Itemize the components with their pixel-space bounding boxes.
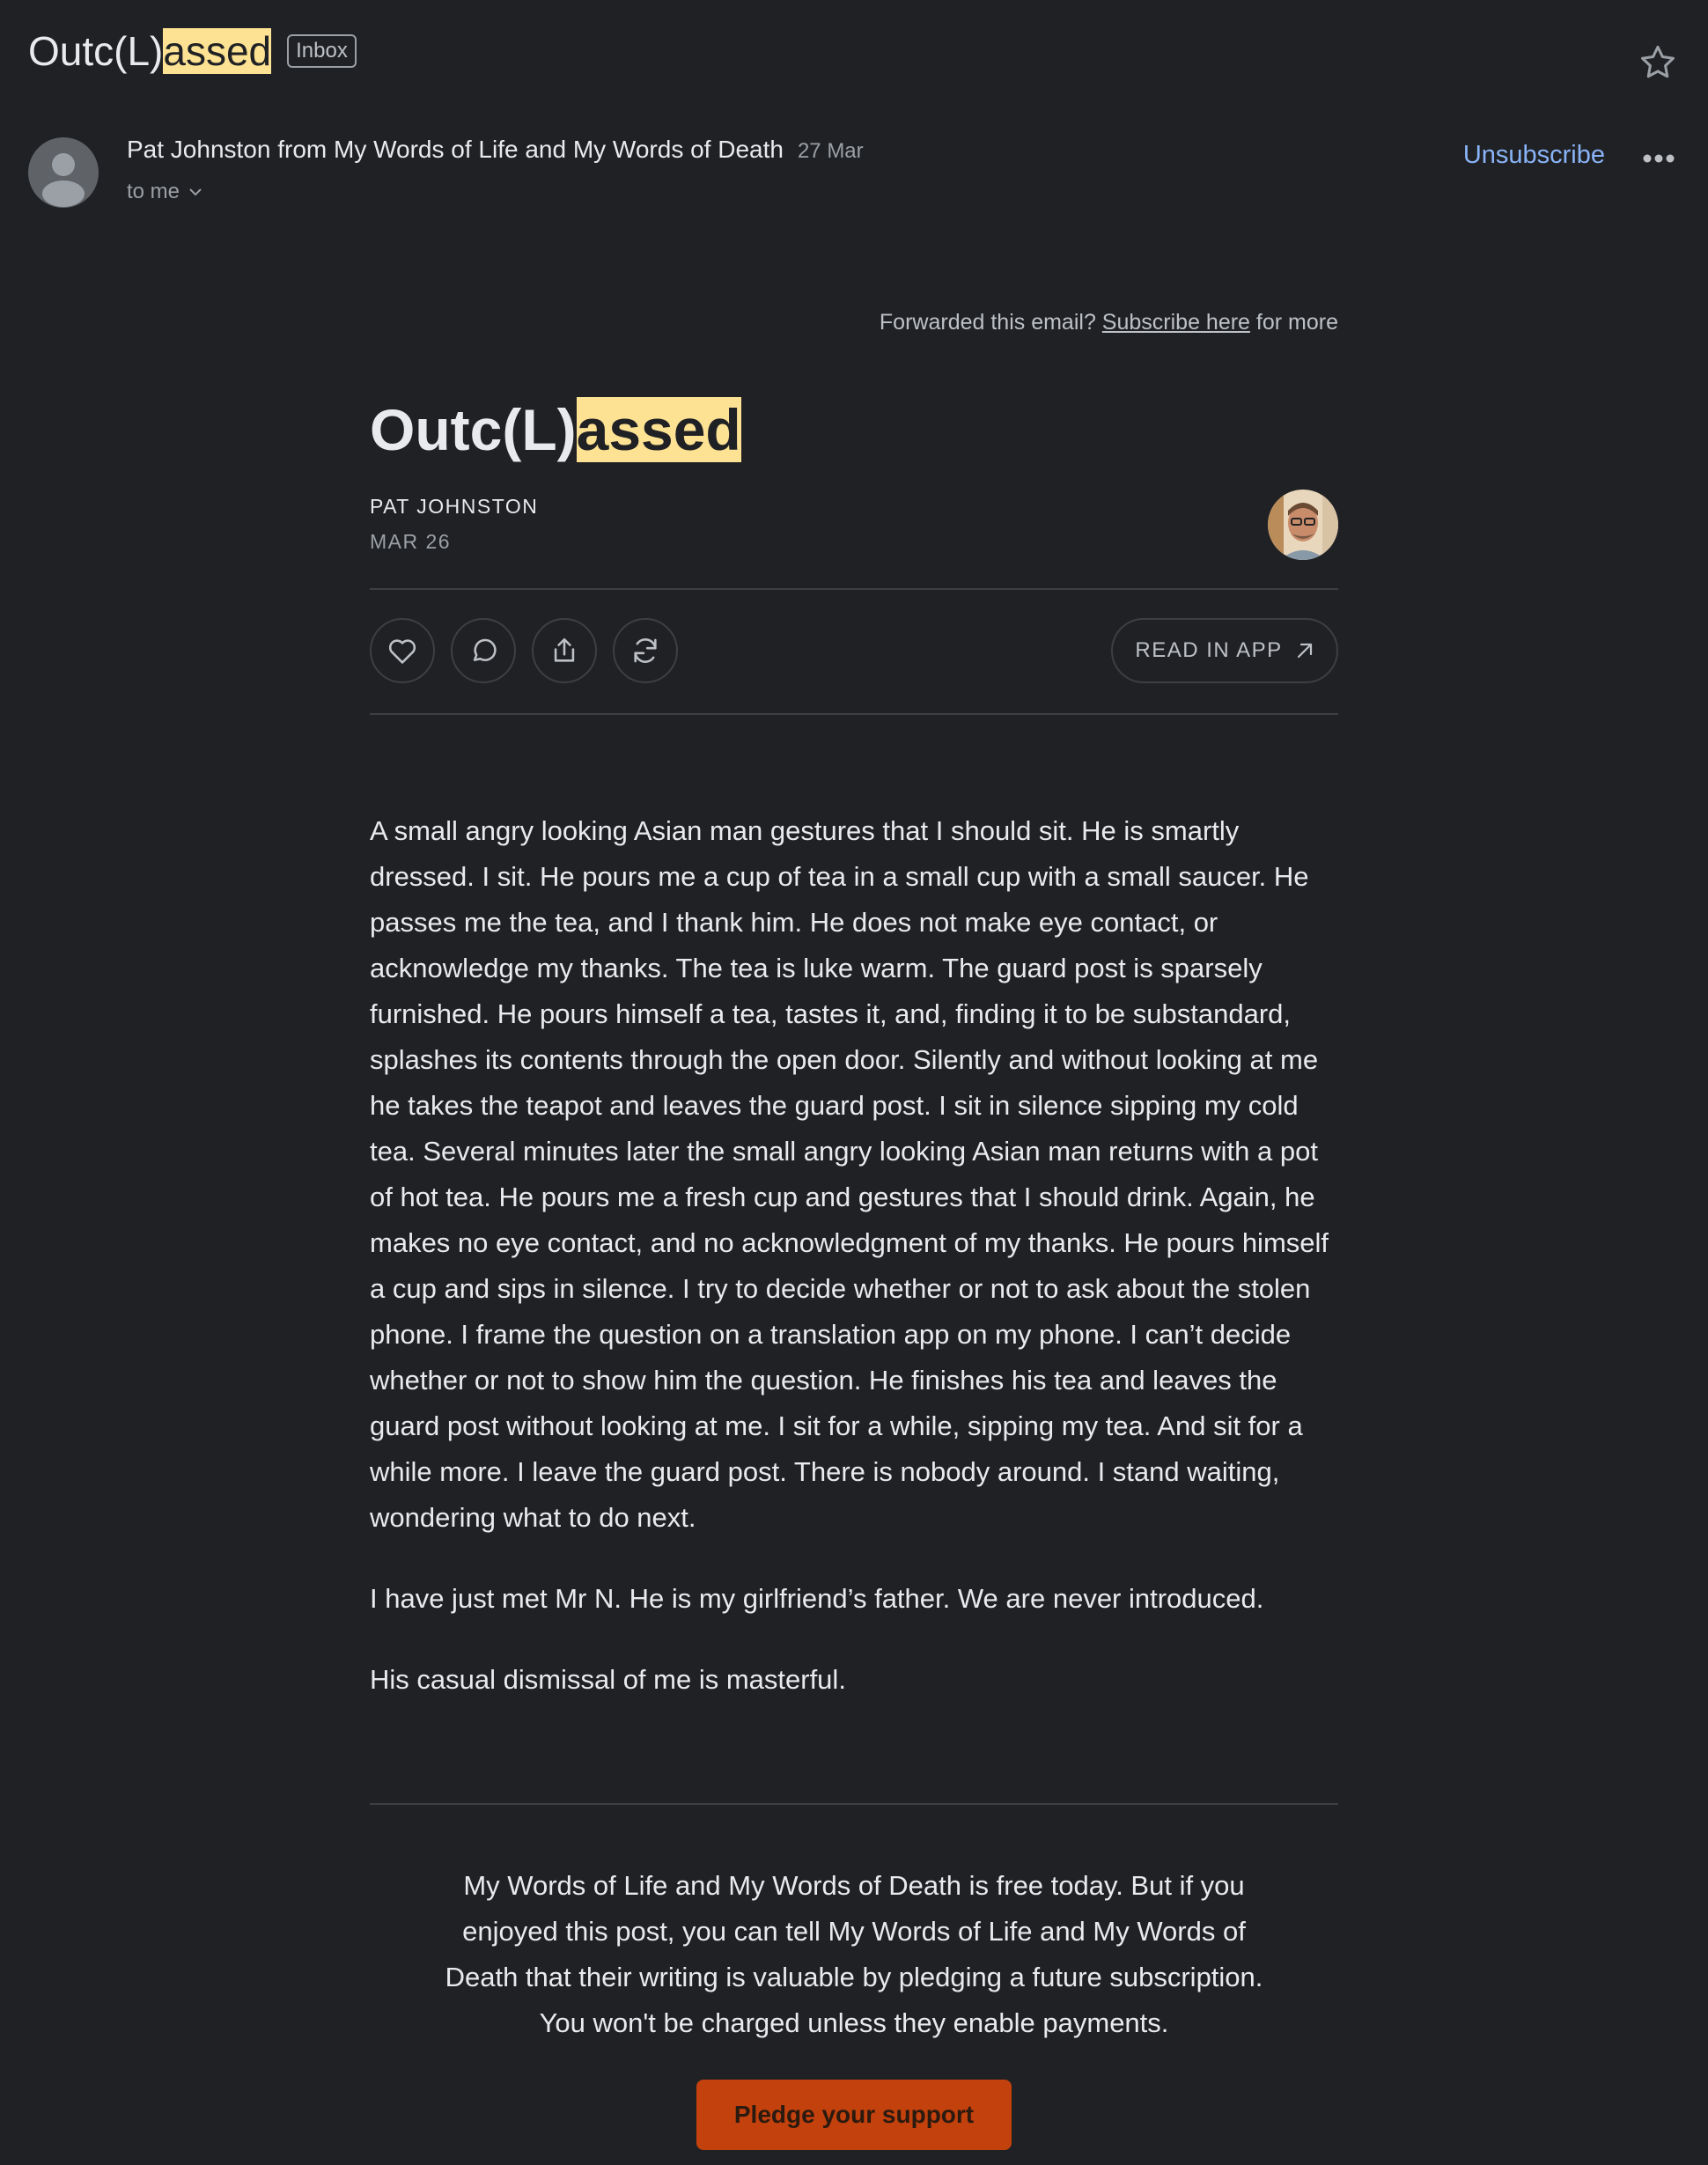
forwarded-notice <box>370 310 1338 335</box>
inbox-label[interactable]: Inbox <box>287 34 357 68</box>
comment-icon <box>468 636 498 666</box>
email-header <box>28 26 357 76</box>
post-title[interactable] <box>370 393 1338 467</box>
sender-line <box>127 136 864 164</box>
recipient-text: to me <box>127 180 180 203</box>
body-paragraph: His casual dismissal of me is masterful. <box>370 1664 846 1695</box>
restack-button[interactable] <box>613 618 678 683</box>
post-body <box>370 808 1338 1738</box>
heart-icon <box>387 637 417 665</box>
person-icon <box>28 137 99 208</box>
author-avatar[interactable] <box>1268 490 1338 560</box>
email-subject <box>28 26 271 76</box>
arrow-up-right-icon <box>1295 641 1314 660</box>
divider <box>370 588 1338 590</box>
restack-icon <box>630 636 660 666</box>
pledge-message: My Words of Life and My Words of Death is free today. But if you enjoyed this post, you can tell My Words of Life and My Words of Death that their writing is valuable by pledging a future subscription. You won't be charged unless they enable payments. <box>445 1870 1263 2038</box>
comment-button[interactable] <box>451 618 516 683</box>
sender-date: 27 Mar <box>797 139 864 163</box>
body-paragraph: I have just met Mr N. He is my girlfriend’s father. We are never introduced. <box>370 1583 1264 1614</box>
share-button[interactable] <box>532 618 597 683</box>
divider <box>370 1803 1338 1805</box>
divider <box>370 713 1338 715</box>
post-author[interactable]: PAT JOHNSTON <box>370 495 539 518</box>
forwarded-suffix: for more <box>1255 310 1338 335</box>
sender-name[interactable]: Pat Johnston from My Words of Life and My Words of Death <box>127 136 784 163</box>
read-in-app-label: READ IN APP <box>1135 638 1283 662</box>
post-date: MAR 26 <box>370 530 452 553</box>
star-icon[interactable] <box>1638 42 1678 83</box>
author-photo <box>1268 490 1338 560</box>
body-paragraph: A small angry looking Asian man gestures that I should sit. He is smartly dressed. I sit. He pours me a cup of tea in a small cup with a small saucer. He passes me the tea, and I thank him. He does not make eye contact, or acknowledge my thanks. The tea is luke warm. The guard post is sparsely furnished. He pours himself a tea, tastes it, and, finding it to be substandard, splashes its contents through the open door. Silently and without looking at me he takes the teapot and leaves the guard post. I sit in silence sipping my cold tea. Several minutes later the small angry looking Asian man returns with a pot of hot tea. He pours me a fresh cup and gestures that I should drink. Again, he makes no eye contact, and no acknowledgment of my thanks. He pours himself a cup and sips in silence. I try to decide whether or not to ask about the stolen phone. I frame the question on a translation app on my phone. I can’t decide whether or not to show him the question. He finishes his tea and leaves the guard post without looking at me. I sit for a while, sipping my tea. And sit for a while more. I leave the guard post. There is nobody around. I stand waiting, wondering what to do next. <box>370 815 1329 1533</box>
unsubscribe-link[interactable]: Unsubscribe <box>1462 141 1605 169</box>
share-icon <box>549 636 579 666</box>
subject-text: Outc(L) <box>28 28 164 74</box>
subscribe-link[interactable]: Subscribe here <box>1101 310 1250 335</box>
more-horizontal-icon[interactable] <box>1641 143 1676 174</box>
forwarded-prefix: Forwarded this email? <box>879 310 1096 335</box>
recipient-toggle[interactable] <box>127 180 202 204</box>
post-title-text: Outc(L) <box>370 397 577 462</box>
read-in-app-button[interactable] <box>1111 618 1338 683</box>
subject-highlight: assed <box>163 28 272 74</box>
sender-avatar[interactable] <box>28 137 99 208</box>
pledge-support-button[interactable]: Pledge your support <box>696 2080 1012 2150</box>
chevron-down-icon <box>188 188 202 196</box>
post-title-highlight: assed <box>576 397 741 462</box>
like-button[interactable] <box>370 618 435 683</box>
